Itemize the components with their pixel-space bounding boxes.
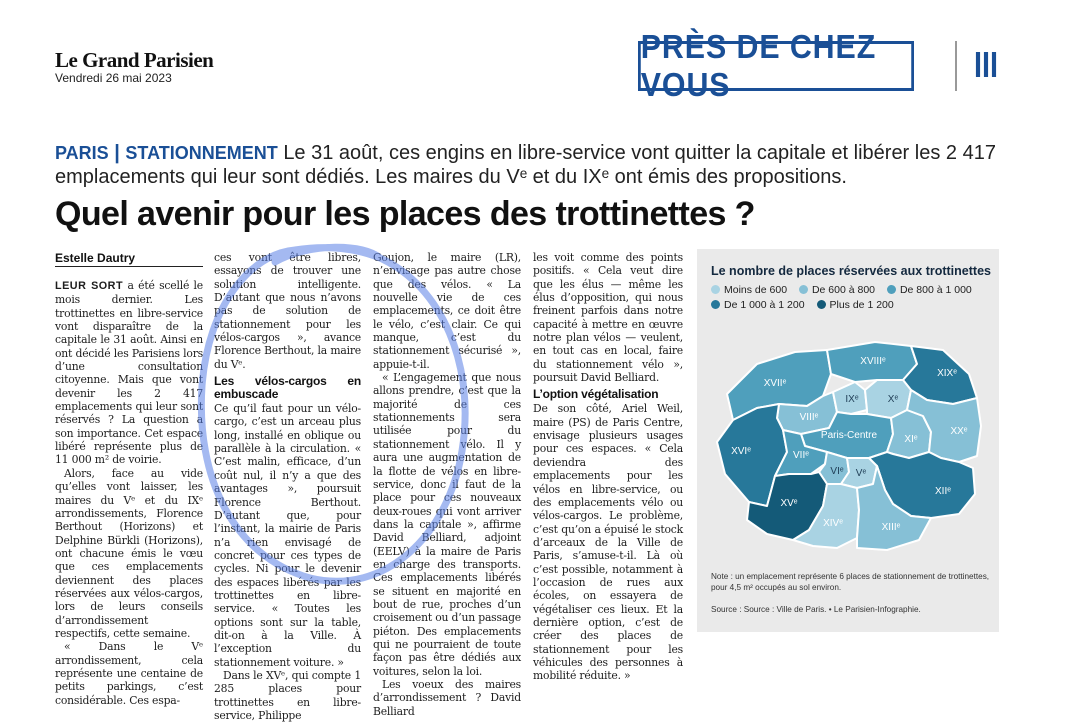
paragraph: Ce qu’il faut pour un vélo-cargo, c’est un arceau plus long, installé en oblique ou parallèle à la circulation. « C’est malin, efficace, d’un coût nul, il n’y a que des avantages », poursuit Florence Berthout. D’autant que, pour l’instant, la mairie de Paris n’a rien envisagé de concret pour ces types de cycles. Ni pour le devenir des espaces libérés par les trottinettes en libre-service. « Toutes les options sont sur la table, dit-on à la Ville. À l’exception du stationnement voiture. »	[214, 402, 361, 669]
legend-label: De 600 à 800	[811, 284, 876, 296]
label-vii: VIIᵉ	[793, 450, 809, 461]
masthead-divider	[955, 41, 957, 91]
byline-rule	[55, 266, 203, 267]
label-xvi: XVIᵉ	[731, 446, 751, 457]
label-v: Vᵉ	[855, 468, 867, 479]
legend-item	[799, 283, 875, 298]
paragraph	[55, 279, 203, 467]
legend-label: De 1 000 à 1 200	[724, 299, 805, 311]
label-xii: XIIᵉ	[935, 486, 951, 497]
kicker-text: Le 31 août, ces engins en libre-service vont quitter la capitale et libérer les 2 417 emplacements qui leur sont dédiés. Les maires du Vᵉ et du IXᵉ ont émis des propositions.	[55, 142, 996, 188]
label-ix: IXᵉ	[845, 394, 859, 405]
article-column-3	[373, 251, 521, 718]
label-viii: VIIIᵉ	[799, 412, 819, 423]
article-column-2	[214, 251, 361, 722]
infographic	[697, 249, 999, 632]
kicker-separator: |	[114, 142, 120, 164]
label-x: Xᵉ	[887, 394, 899, 405]
section-rubric: PRÈS DE CHEZ VOUS	[638, 41, 914, 91]
paragraph-text: a été scellé le mois dernier. Les trottinettes en libre-service vont disparaître de la capitale le 31 août. Ainsi en ont décidé les Parisiens lors d’une consultation citoyenne. Mais que vont devenir les 2 417 emplacements qui leur sont réservés ? La question a son importance. Cet espace libéré représente plus de 11 000 m² de voirie.	[55, 279, 204, 467]
legend	[711, 283, 997, 313]
legend-label: Plus de 1 200	[829, 299, 894, 311]
infographic-source: Source : Source : Ville de Paris. • Le Parisien-Infographie.	[711, 605, 921, 614]
label-xx: XXᵉ	[950, 426, 968, 437]
paragraph: « Dans le Vᵉ arrondissement, cela représente une centaine de petits parkings, c’est considérable. Ces espa-	[55, 640, 203, 707]
paragraph: Goujon, le maire (LR), n’envisage pas autre chose que des vélos. « La nouvelle vie de ces emplacements, ce doit être le vélo, c’est clair. Ce qui manque, c’est du stationnement sécurisé », appuie-t-il.	[373, 251, 521, 371]
author-byline: Estelle Dautry	[55, 251, 136, 265]
label-xix: XIXᵉ	[937, 368, 957, 379]
issue-date: Vendredi 26 mai 2023	[55, 71, 172, 85]
infographic-note: Note : un emplacement représente 6 places de stationnement de trottinettes, pour 4,5 m² occupés au sol environ.	[711, 572, 990, 592]
paragraph: ces vont être libres, essayons de trouver une solution intelligente. D’autant que nous n’avons pas de solution de stationnement pour les vélos-cargos », avance Florence Berthout, la maire du Vᵉ.	[214, 251, 361, 371]
paragraph: les voit comme des points positifs. « Cela veut dire que les élus — même les élus d’opposition, qui nous freinent parfois dans notre capacité à mettre en œuvre notre plan vélos — veulent, en tout cas en local, faire du stationnement vélo », poursuit David Belliard.	[533, 251, 683, 385]
paragraph: Dans le XVᵉ, qui compte 1 285 places pour trottinettes en libre-service, Philippe	[214, 668, 361, 722]
infographic-title: Le nombre de places réservées aux trottinettes	[711, 264, 991, 278]
kicker	[55, 141, 1015, 189]
legend-label: De 800 à 1 000	[899, 284, 972, 296]
legend-dot	[799, 285, 808, 294]
label-xviii: XVIIIᵉ	[860, 356, 886, 367]
legend-dot	[817, 300, 826, 309]
legend-item	[817, 298, 894, 313]
label-vi: VIᵉ	[830, 466, 844, 477]
headline: Quel avenir pour les places des trottinettes ?	[55, 195, 755, 233]
label-paris-centre: Paris-Centre	[820, 430, 878, 441]
article-column-1	[55, 279, 203, 707]
subheading: Les vélos-cargos en embuscade	[214, 374, 361, 402]
label-xiv: XIVᵉ	[823, 518, 843, 529]
label-xv: XVᵉ	[780, 498, 798, 509]
newspaper-logo: Le Grand Parisien	[55, 48, 214, 72]
lead-in: LEUR SORT	[55, 280, 124, 292]
paragraph: De son côté, Ariel Weil, maire (PS) de Paris Centre, envisage plusieurs usages pour ces espaces. « Cela deviendra des emplacements pour les vélos en libre-service, ou des emplacements vélo ou vélos-cargos. Le problème, c’est qu’on a épuisé le stock d’arceaux de la Ville de Paris, s’amuse-t-il. Là où c’est possible, notamment à l’occasion de rues aux écoles, on essayera de végétaliser ces lieux. Et la dernière option, c’est de créer des places de stationnement pour les véhicules des personnes à mobilité réduite. »	[533, 402, 683, 683]
kicker-tag-stationnement: STATIONNEMENT	[125, 143, 278, 163]
legend-item	[711, 283, 787, 298]
kicker-tag-paris: PARIS	[55, 143, 109, 163]
legend-item	[711, 298, 805, 313]
paragraph: Alors, face au vide qu’elles vont laisser, les maires du Vᵉ et du IXᵉ arrondissements, Florence Berthout (Horizons) et Delphine Bürkli (Horizons), ont chacune émis le vœu que ces emplacements deviennent des places réservées aux vélos-cargos, lors de leurs conseils d’arrondissement respectifs, cette semaine.	[55, 466, 203, 640]
label-xi: XIᵉ	[904, 434, 918, 445]
paragraph: « L’engagement que nous allons prendre, c’est que la majorité de ces stationnements sera utilisée pour du stationnement vélo. Il y aura une augmentation de la flotte de vélos en libre-service, donc il faut de la place pour ces nouveaux deux-roues qui vont arriver dans la capitale », affirme David Belliard, adjoint (EELV) à la maire de Paris en charge des transports. Ces emplacements libérés se situent en majorité en bout de rue, proches d’un croisement ou d’un passage piéton. Des emplacements qui ne pourraient de toute façon pas être dédiés aux voitures, selon la loi.	[373, 371, 521, 678]
paragraph: Les voeux des maires d’arrondissement ? David Belliard	[373, 678, 521, 718]
legend-dot	[711, 300, 720, 309]
article-column-4	[533, 251, 683, 683]
legend-dot	[711, 285, 720, 294]
legend-label: Moins de 600	[724, 284, 788, 296]
page-number: III	[974, 44, 999, 85]
label-xvii: XVIIᵉ	[763, 378, 787, 389]
subheading: L’option végétalisation	[533, 387, 659, 402]
paris-arrondissements-map	[697, 334, 999, 569]
legend-item	[887, 283, 972, 298]
legend-dot	[887, 285, 896, 294]
label-xiii: XIIIᵉ	[881, 522, 901, 533]
